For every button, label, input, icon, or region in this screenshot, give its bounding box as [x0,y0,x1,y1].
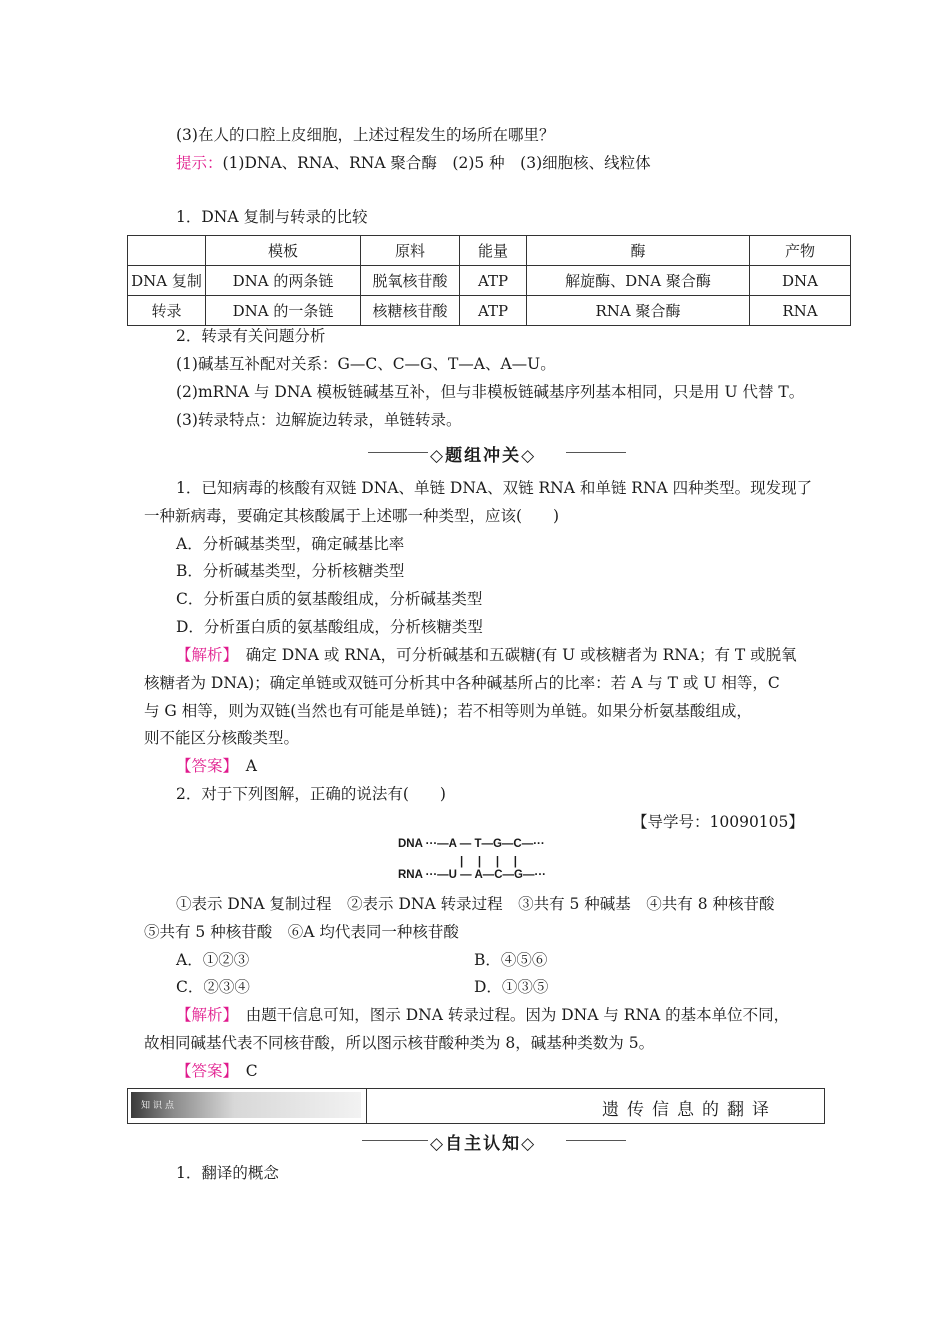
answer-value: C [245,1062,258,1080]
section-tag-banner [131,1092,361,1118]
compare-heading: 1．DNA 复制与转录的比较 [176,208,368,226]
table-cell: 解旋酶、DNA 聚合酶 [527,266,750,296]
table-header: 模板 [206,236,361,266]
table-cell: 核糖核苷酸 [361,296,460,326]
guide-number: 【导学号：10090105】 [632,813,804,831]
table-header: 原料 [361,236,460,266]
table-cell: DNA 的两条链 [206,266,361,296]
analysis-label: 【解析】 [176,646,231,664]
section-bar [127,1088,825,1124]
comparison-table [127,235,851,326]
translation-heading: 1．翻译的概念 [176,1164,279,1182]
divider-right [566,452,626,453]
table-header: 酶 [527,236,750,266]
q2-analysis-1 [176,1005,789,1025]
analysis-heading: 2．转录有关问题分析 [176,327,326,345]
section-separator [366,1089,367,1123]
table-header: 产物 [750,236,851,266]
table-cell: ATP [460,266,527,296]
table-header: 能量 [460,236,527,266]
diagram-pairing-bars: | | | | [460,856,517,868]
q2-answer [176,1061,258,1081]
q2-statements-1: ①表示 DNA 复制过程 ②表示 DNA 转录过程 ③共有 5 种碱基 ④共有 8 种核苷酸 [176,895,775,913]
q1-analysis-4: 则不能区分核酸类型。 [144,729,300,747]
analysis-point-3: (3)转录特点：边解旋边转录，单链转录。 [176,411,462,429]
q1-option-a: A．分析碱基类型，确定碱基比率 [176,535,405,553]
analysis-label: 【解析】 [176,1006,231,1024]
table-cell: ATP [460,296,527,326]
q1-analysis-2: 核糖者为 DNA)；确定单链或双链可分析其中各种碱基所占的比率：若 A 与 T 或 U 相等，C [144,674,780,692]
table-cell: RNA [750,296,851,326]
section-title-zizhu: ◇自主认知◇ [430,1134,537,1154]
diagram-dna-strand: DNA ···—A — T—G—C—··· [398,838,545,850]
q2-option-d: D．①③⑤ [474,978,549,996]
table-row [128,266,851,296]
analysis-point-2: (2)mRNA 与 DNA 模板链碱基互补，但与非模板链碱基序列基本相同，只是用 U 代替 T。 [176,383,805,401]
table-header-row [128,236,851,266]
answer-label: 【答案】 [176,1062,231,1080]
divider-left [362,1140,428,1141]
q1-option-d: D．分析蛋白质的氨基酸组成，分析核糖类型 [176,618,483,636]
section-title: 遗传信息的翻译 [602,1100,777,1120]
table-cell: DNA 的一条链 [206,296,361,326]
table-cell: 脱氧核苷酸 [361,266,460,296]
q2-option-a: A．①②③ [176,951,250,969]
q1-option-c: C．分析蛋白质的氨基酸组成，分析碱基类型 [176,590,483,608]
table-cell: DNA [750,266,851,296]
q2-option-b: B．④⑤⑥ [474,951,548,969]
hint-text: (1)DNA、RNA、RNA 聚合酶 (2)5 种 (3)细胞核、线粒体 [222,154,651,172]
q1-analysis-3: 与 G 相等，则为双链(当然也有可能是单链)；若不相等则为单链。如果分析氨基酸组成， [144,702,752,720]
q1-option-b: B．分析碱基类型，分析核糖类型 [176,562,405,580]
answer-value: A [245,757,257,775]
analysis-point-1: (1)碱基互补配对关系：G—C、C—G、T—A、A—U。 [176,355,556,373]
q1-line-2: 一种新病毒，要确定其核酸属于上述哪一种类型，应该( ) [144,507,560,525]
analysis-text: 由题干信息可知，图示 DNA 转录过程。因为 DNA 与 RNA 的基本单位不同， [245,1006,790,1024]
q2-analysis-2: 故相同碱基代表不同核苷酸，所以图示核苷酸种类为 8，碱基种类数为 5。 [144,1034,655,1052]
hint [176,153,651,173]
divider-right [566,1140,626,1141]
divider-left [368,452,428,453]
q1-line-1: 1．已知病毒的核酸有双链 DNA、单链 DNA、双链 RNA 和单链 RNA 四种类型。现发现了 [176,479,813,497]
q2-statements-2: ⑤共有 5 种核苷酸 ⑥A 均代表同一种核苷酸 [144,923,459,941]
table-row [128,296,851,326]
answer-label: 【答案】 [176,757,231,775]
q1-answer [176,756,257,776]
q2-option-c: C．②③④ [176,978,250,996]
hint-label: 提示： [176,154,223,172]
analysis-text: 确定 DNA 或 RNA，可分析碱基和五碳糖(有 U 或核糖者为 RNA；有 T 或脱氧 [245,646,797,664]
section-tag: 知识点 [141,1101,178,1111]
table-cell: 转录 [128,296,206,326]
dna-rna-diagram [398,838,598,888]
table-cell: RNA 聚合酶 [527,296,750,326]
table-cell: DNA 复制 [128,266,206,296]
section-title-tizu: ◇题组冲关◇ [430,446,537,466]
question-3: (3)在人的口腔上皮细胞，上述过程发生的场所在哪里？ [176,126,555,144]
table-header [128,236,206,266]
q1-analysis-1 [176,645,797,665]
q2-line-1: 2．对于下列图解，正确的说法有( ) [176,785,446,803]
diagram-rna-strand: RNA ···—U — A—C—G—··· [398,869,546,881]
